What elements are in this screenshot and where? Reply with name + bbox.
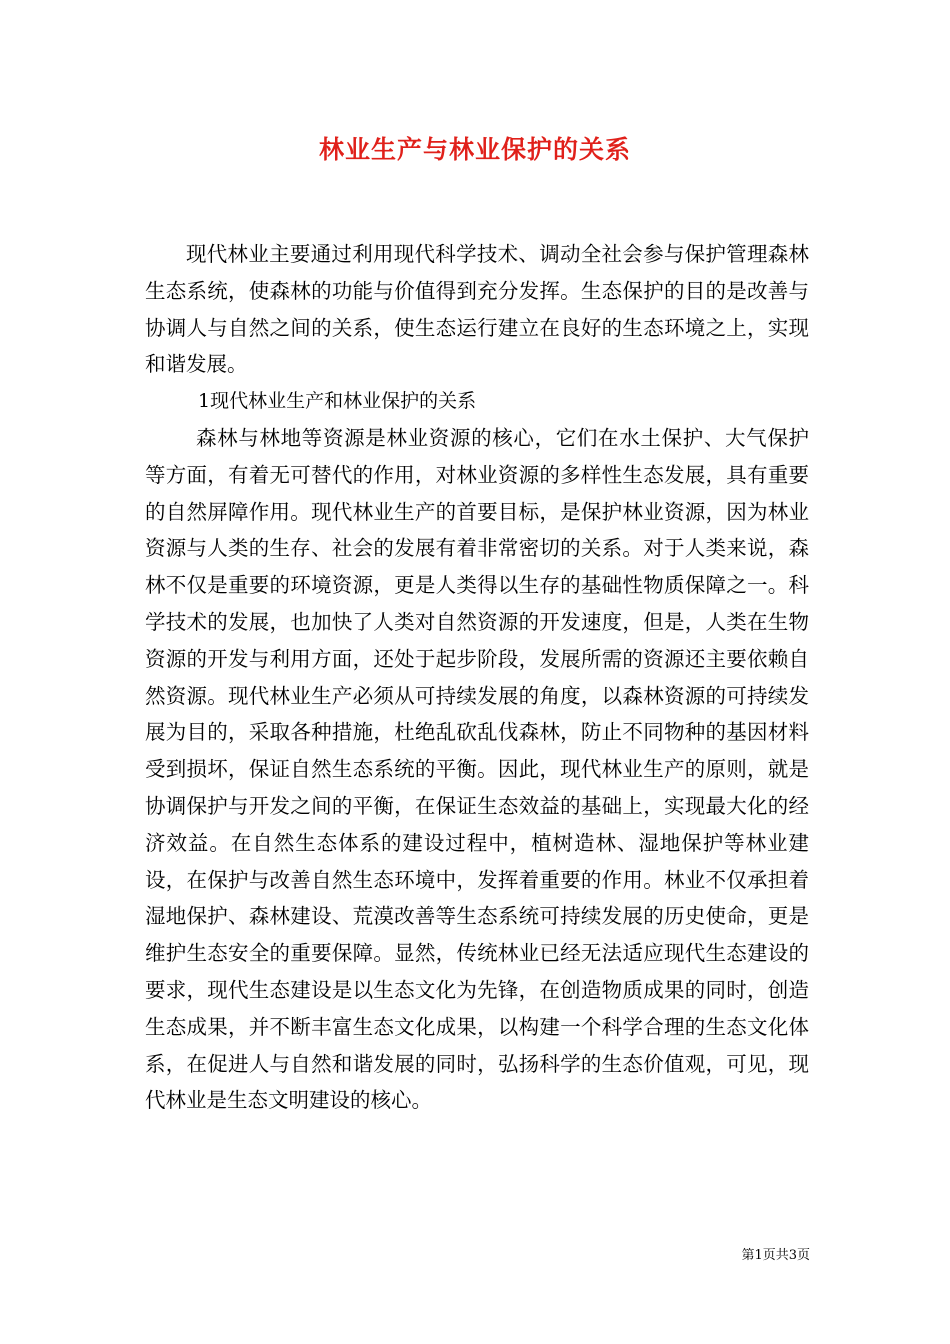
section-heading: 1现代林业生产和林业保护的关系 bbox=[198, 390, 477, 413]
body-paragraph: 森林与林地等资源是林业资源的核心，它们在水土保护、大气保护等方面，有着无可替代的作用，对林业资源的多样性生态发展，具有重要的自然屏障作用。现代林业生产的首要目标，是保护林业资源，因为林业资源与人类的生存、社会的发展有着非常密切的关系。对于人类来说，森林不仅是重要的环境资源，更是人类得以生存的基础性物质保障之一。科学技术的发展，也加快了人类对自然资源的开发速度，但是，人类在生物资源的开发与利用方面，还处于起步阶段，发展所需的资源还主要依赖自然资源。现代林业生产必须从可持续发展的角度，以森林资源的可持续发展为目的，采取各种措施，杜绝乱砍乱伐森林，防止不同物种的基因材料受到损坏，保证自然生态系统的平衡。因此，现代林业生产的原则，就是协调保护与开发之间的平衡，在保证生态效益的基础上，实现最大化的经济效益。在自然生态体系的建设过程中，植树造林、湿地保护等林业建设，在保护与改善自然生态环境中，发挥着重要的作用。林业不仅承担着湿地保护、森林建设、荒漠改善等生态系统可持续发展的历史使命，更是维护生态安全的重要保障。显然，传统林业已经无法适应现代生态建设的要求，现代生态建设是以生态文化为先锋，在创造物质成果的同时，创造生态成果，并不断丰富生态文化成果，以构建一个科学合理的生态文化体系，在促进人与自然和谐发展的同时，弘扬科学的生态价值观，可见，现代林业是生态文明建设的核心。 bbox=[145, 425, 809, 1113]
page-number: 第1页共3页 bbox=[741, 1248, 810, 1263]
document-title: 林业生产与林业保护的关系 bbox=[318, 135, 631, 164]
intro-paragraph: 现代林业主要通过利用现代科学技术、调动全社会参与保护管理森林生态系统，使森林的功能与价值得到充分发挥。生态保护的目的是改善与协调人与自然之间的关系，使生态运行建立在良好的生态环境之上，实现和谐发展。 bbox=[145, 242, 809, 377]
document-body bbox=[145, 236, 809, 1119]
